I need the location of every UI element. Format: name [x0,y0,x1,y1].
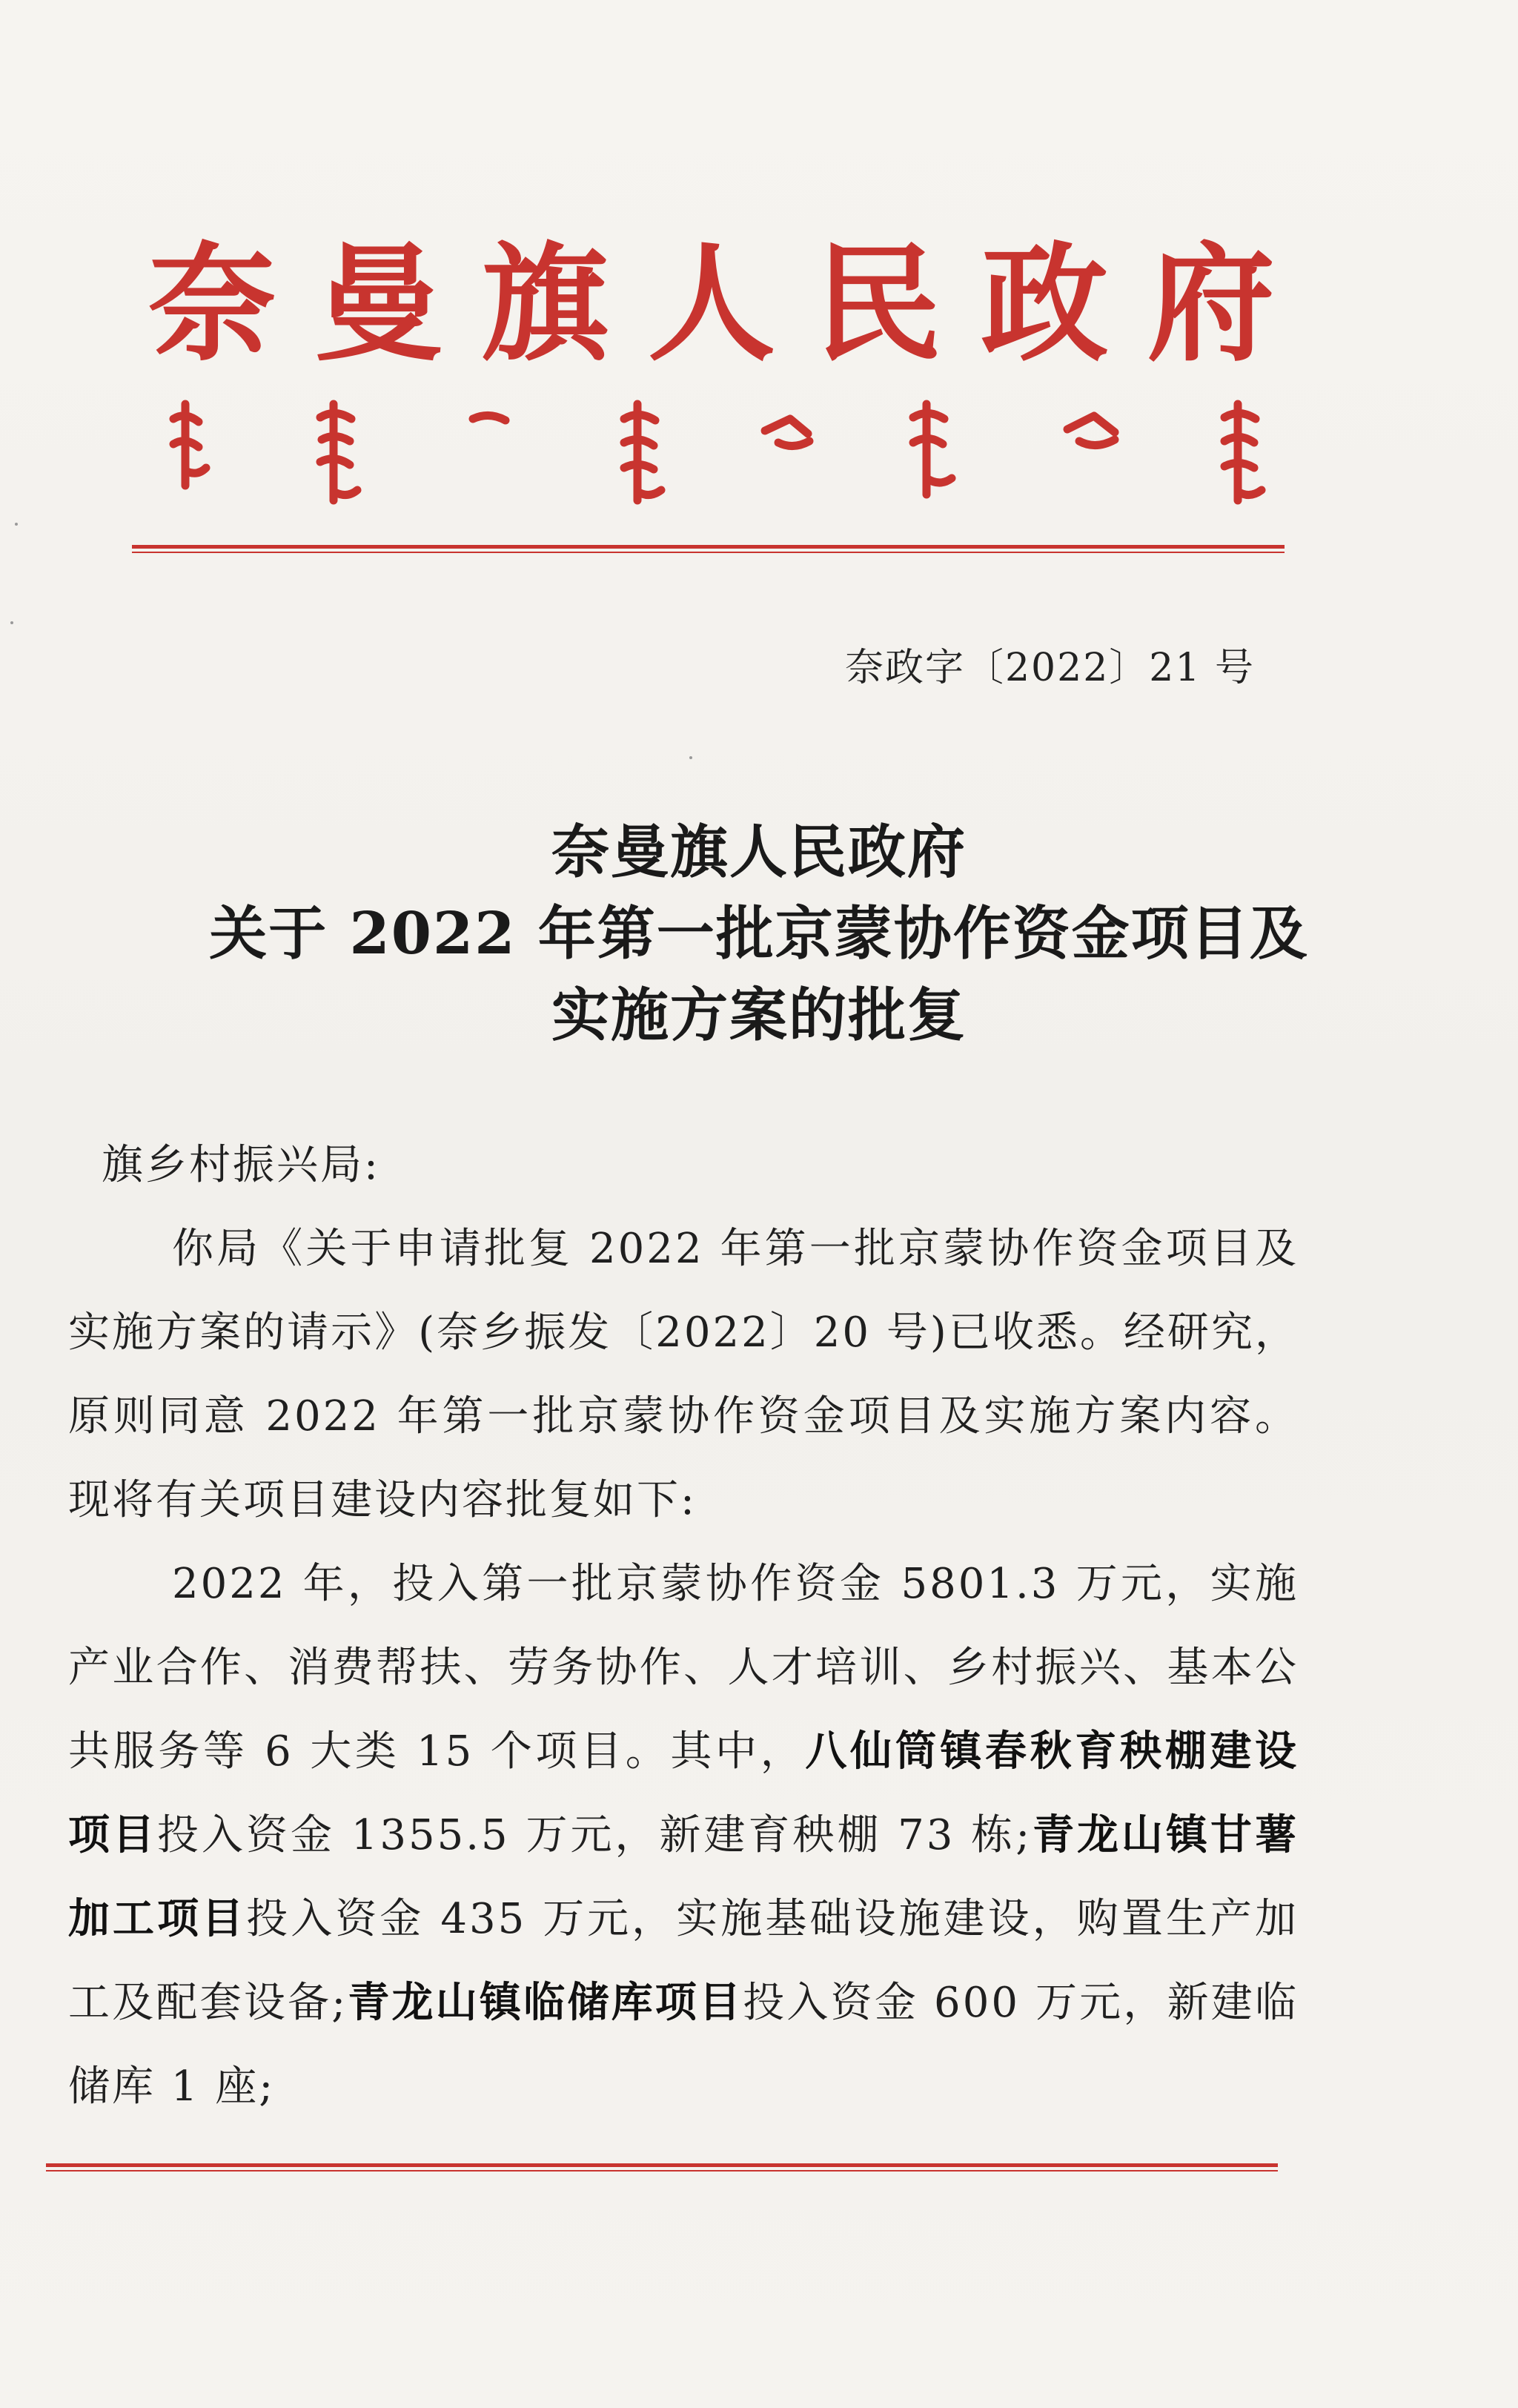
masthead-char: 政 [981,228,1109,379]
footer-divider [46,2163,1278,2172]
paragraph-received [68,1207,1299,1542]
paragraph-projects [68,1542,1299,2128]
paragraph-text [68,1542,1299,2128]
project-detail: 投入资金 435 万元，实施基础设施建设，购置生产加工及配套设备; [68,1895,1299,2027]
masthead-char: 旗 [481,228,609,379]
title-line-3: 实施方案的批复 [551,982,967,1049]
project-name: 青龙山镇甘薯加工项目 [68,1810,1299,1943]
document-number: 奈政字〔2022〕21 号 [844,646,1255,690]
document-title [0,812,1518,1056]
masthead-char: 府 [1147,228,1275,379]
salutation: 旗乡村振兴局: [102,1141,380,1189]
projects-intro: 2022 年，投入第一批京蒙协作资金 5801.3 万元，实施产业合作、消费帮扶、劳务协作、人才培训、乡村振兴、基本公共服务等 6 大类 15 个项目。其中， [68,1560,1299,1776]
mongolian-script-logo [163,397,1275,508]
header-divider [132,545,1285,553]
masthead-title [148,222,1275,386]
masthead-char: 民 [814,228,942,379]
masthead-char: 人 [647,228,775,379]
project-detail: 投入资金 600 万元，新建临储库 1 座; [68,1979,1299,2111]
masthead-char: 曼 [314,228,443,379]
masthead-char: 奈 [148,228,276,379]
paragraph-text: 你局《关于申请批复 2022 年第一批京蒙协作资金项目及实施方案的请示》(奈乡振发〔2022〕20 号)已收悉。经研究，原则同意 2022 年第一批京蒙协作资金项目及实施方案内容。现将有关项目建设内容批复如下: [68,1225,1299,1524]
scan-speck [15,523,18,526]
title-line-1: 奈曼旗人民政府 [551,818,967,886]
scan-speck [689,756,692,759]
scan-speck [10,621,13,624]
project-name: 青龙山镇临储库项目 [348,1978,743,2027]
title-line-2: 关于 2022 年第一批京蒙协作资金项目及 [209,900,1309,968]
document-body [68,1123,1299,2128]
project-name: 八仙筒镇春秋育秧棚建设项目 [68,1727,1299,1859]
project-detail: 投入资金 1355.5 万元，新建育秧棚 73 栋; [156,1811,1033,1859]
